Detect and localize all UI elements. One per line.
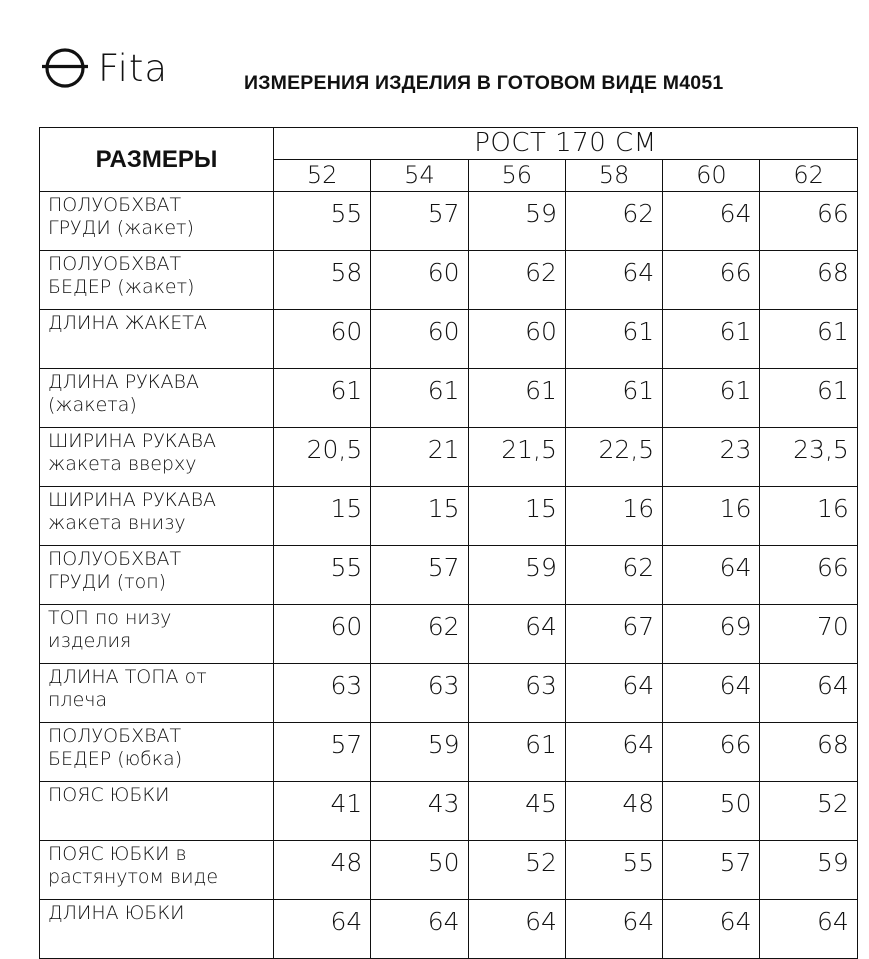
measurement-value: 64	[468, 900, 565, 959]
measurement-label-line: БЕДЕР (жакет)	[48, 276, 195, 298]
measurement-value: 69	[663, 605, 760, 664]
fita-logo-icon	[40, 44, 90, 92]
measurement-value: 63	[274, 664, 371, 723]
measurement-label-line: ПОЛУОБХВАТ	[48, 253, 182, 275]
measurement-label-line: (жакета)	[48, 394, 137, 416]
measurement-value: 55	[565, 841, 662, 900]
table-row	[40, 369, 858, 428]
measurement-value: 45	[468, 782, 565, 841]
measurement-value: 62	[565, 546, 662, 605]
measurement-value: 64	[565, 723, 662, 782]
measurement-value: 60	[468, 310, 565, 369]
table-row	[40, 310, 858, 369]
measurement-value: 59	[371, 723, 468, 782]
measurement-value: 61	[565, 369, 662, 428]
measurement-value: 64	[565, 664, 662, 723]
measurement-value: 60	[371, 251, 468, 310]
measurement-label-line: растянутом виде	[48, 866, 219, 888]
measurement-label	[40, 428, 274, 487]
measurement-value: 62	[468, 251, 565, 310]
measurement-value: 61	[371, 369, 468, 428]
measurement-value: 23,5	[760, 428, 857, 487]
measurement-value: 64	[760, 900, 857, 959]
measurement-value: 59	[468, 192, 565, 251]
measurement-value: 64	[468, 605, 565, 664]
measurement-value: 57	[371, 192, 468, 251]
measurement-label-line: жакета внизу	[48, 512, 186, 534]
measurement-value: 48	[565, 782, 662, 841]
table-row	[40, 723, 858, 782]
measurement-label-line: ПОЯС ЮБКИ в	[48, 843, 187, 865]
measurement-label	[40, 841, 274, 900]
measurement-value: 61	[663, 369, 760, 428]
measurement-value: 57	[663, 841, 760, 900]
measurement-value: 55	[274, 192, 371, 251]
measurement-value: 55	[274, 546, 371, 605]
measurement-value: 48	[274, 841, 371, 900]
measurement-label	[40, 369, 274, 428]
measurement-value: 67	[565, 605, 662, 664]
table-row	[40, 782, 858, 841]
table-row	[40, 487, 858, 546]
measurement-value: 57	[371, 546, 468, 605]
measurement-label	[40, 900, 274, 959]
measurement-label-line: ДЛИНА ЮБКИ	[48, 902, 185, 924]
measurement-value: 20,5	[274, 428, 371, 487]
measurement-value: 59	[760, 841, 857, 900]
measurement-label-line: ШИРИНА РУКАВА	[48, 489, 217, 511]
measurement-label	[40, 546, 274, 605]
brand-name: Fita	[98, 46, 169, 90]
measurement-value: 61	[760, 369, 857, 428]
measurement-value: 63	[371, 664, 468, 723]
size-header-58: 58	[565, 160, 662, 192]
measurement-value: 66	[663, 251, 760, 310]
measurement-label-line: ТОП по низу	[48, 607, 172, 629]
measurement-label-line: ПОЛУОБХВАТ	[48, 548, 182, 570]
size-header-56: 56	[468, 160, 565, 192]
measurement-value: 64	[663, 192, 760, 251]
measurement-value: 66	[663, 723, 760, 782]
measurement-value: 62	[565, 192, 662, 251]
table-row	[40, 428, 858, 487]
measurement-value: 23	[663, 428, 760, 487]
measurement-label-line: жакета вверху	[48, 453, 197, 475]
measurement-value: 61	[274, 369, 371, 428]
table-row	[40, 900, 858, 959]
measurement-value: 58	[274, 251, 371, 310]
size-header-60: 60	[663, 160, 760, 192]
measurement-label	[40, 251, 274, 310]
measurement-value: 52	[468, 841, 565, 900]
table-row	[40, 841, 858, 900]
measurement-value: 70	[760, 605, 857, 664]
measurement-value: 61	[565, 310, 662, 369]
measurement-value: 61	[468, 723, 565, 782]
measurement-value: 15	[274, 487, 371, 546]
measurement-value: 62	[371, 605, 468, 664]
size-chart-table	[39, 127, 858, 959]
measurement-value: 22,5	[565, 428, 662, 487]
size-header-62: 62	[760, 160, 857, 192]
measurement-value: 60	[371, 310, 468, 369]
measurement-value: 60	[274, 310, 371, 369]
measurement-value: 66	[760, 192, 857, 251]
measurement-value: 61	[760, 310, 857, 369]
measurement-value: 21	[371, 428, 468, 487]
measurement-value: 21,5	[468, 428, 565, 487]
measurement-value: 68	[760, 723, 857, 782]
measurement-value: 64	[663, 900, 760, 959]
measurement-label-line: ДЛИНА РУКАВА	[48, 371, 199, 393]
measurement-value: 68	[760, 251, 857, 310]
measurement-value: 15	[371, 487, 468, 546]
measurement-value: 64	[371, 900, 468, 959]
measurement-value: 64	[760, 664, 857, 723]
measurement-value: 41	[274, 782, 371, 841]
measurement-label-line: ДЛИНА ЖАКЕТА	[48, 312, 207, 334]
table-row	[40, 251, 858, 310]
table-row	[40, 192, 858, 251]
measurement-label	[40, 664, 274, 723]
measurement-value: 64	[274, 900, 371, 959]
measurement-label	[40, 723, 274, 782]
measurement-label-line: ШИРИНА РУКАВА	[48, 430, 217, 452]
measurement-value: 15	[468, 487, 565, 546]
measurement-label	[40, 487, 274, 546]
measurement-value: 50	[663, 782, 760, 841]
measurement-value: 66	[760, 546, 857, 605]
measurement-label	[40, 310, 274, 369]
measurement-value: 16	[565, 487, 662, 546]
measurement-value: 16	[760, 487, 857, 546]
measurement-label-line: ПОЯС ЮБКИ	[48, 784, 170, 806]
measurement-label-line: ДЛИНА ТОПА от	[48, 666, 207, 688]
measurement-value: 61	[468, 369, 565, 428]
size-header-54: 54	[371, 160, 468, 192]
measurement-label-line: изделия	[48, 630, 132, 652]
brand-logo	[40, 44, 168, 92]
measurement-label-line: ПОЛУОБХВАТ	[48, 194, 182, 216]
measurement-value: 52	[760, 782, 857, 841]
measurement-value: 16	[663, 487, 760, 546]
measurement-value: 64	[663, 546, 760, 605]
measurement-label-line: ГРУДИ (жакет)	[48, 217, 194, 239]
measurement-value: 63	[468, 664, 565, 723]
measurement-value: 59	[468, 546, 565, 605]
measurement-label-line: плеча	[48, 689, 108, 711]
measurement-value: 43	[371, 782, 468, 841]
measurement-label-line: ГРУДИ (топ)	[48, 571, 167, 593]
measurement-value: 64	[565, 251, 662, 310]
measurement-value: 50	[371, 841, 468, 900]
table-row	[40, 546, 858, 605]
measurement-label-line: ПОЛУОБХВАТ	[48, 725, 182, 747]
measurement-label	[40, 605, 274, 664]
height-header: РОСТ 170 СМ	[274, 128, 858, 160]
measurement-value: 64	[663, 664, 760, 723]
measurement-value: 60	[274, 605, 371, 664]
measurement-value: 64	[565, 900, 662, 959]
measurement-label-line: БЕДЕР (юбка)	[48, 748, 183, 770]
measurement-label	[40, 782, 274, 841]
sizes-header: РАЗМЕРЫ	[40, 128, 274, 192]
measurement-label	[40, 192, 274, 251]
table-row	[40, 664, 858, 723]
table-row	[40, 605, 858, 664]
size-header-52: 52	[274, 160, 371, 192]
measurement-value: 61	[663, 310, 760, 369]
measurement-value: 57	[274, 723, 371, 782]
page-title: ИЗМЕРЕНИЯ ИЗДЕЛИЯ В ГОТОВОМ ВИДЕ М4051	[244, 72, 724, 94]
